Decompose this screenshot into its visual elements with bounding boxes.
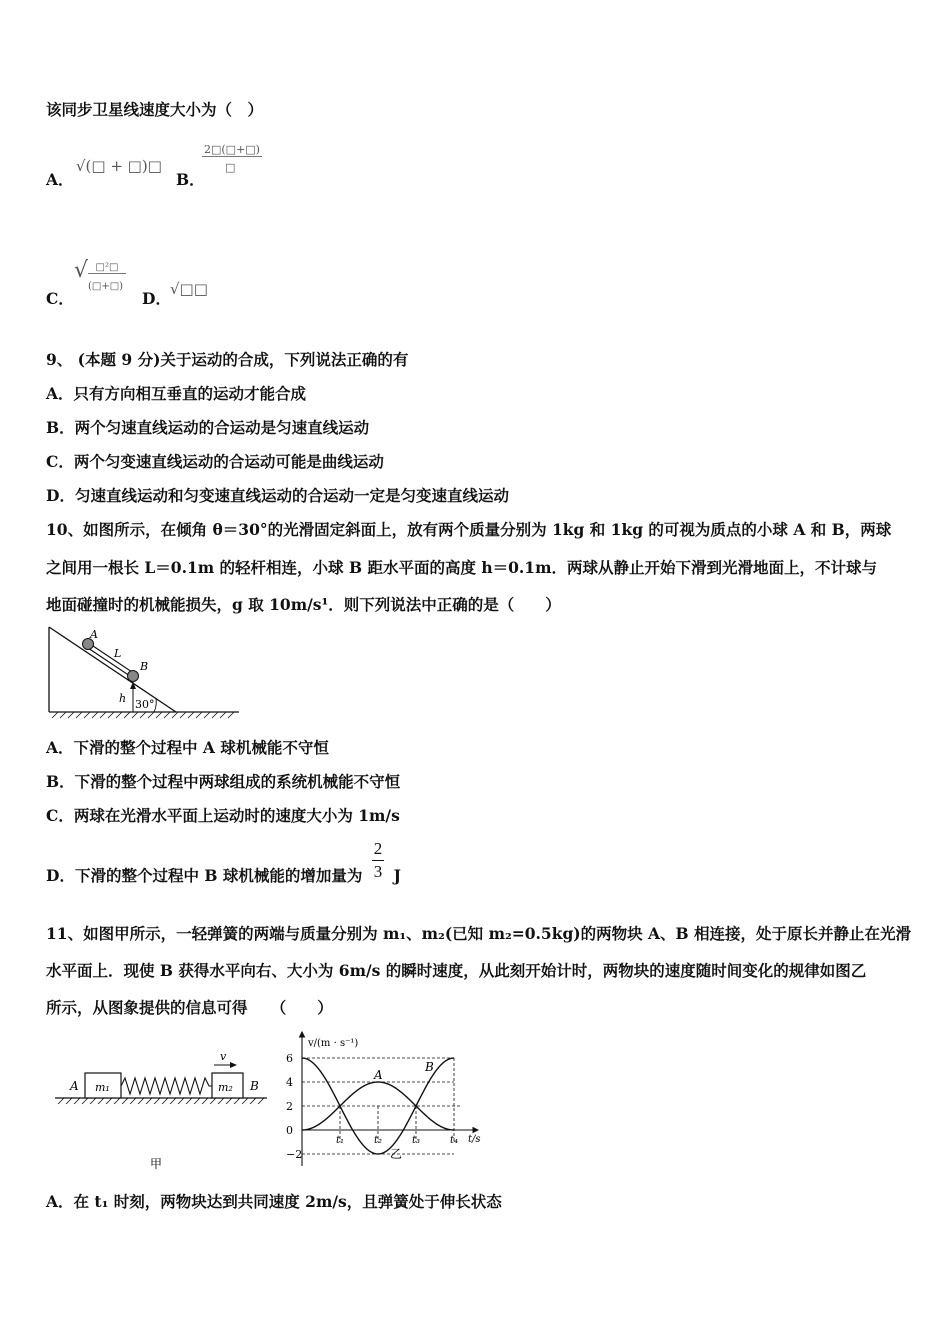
q9-option-c: C．两个匀变速直线运动的合运动可能是曲线运动 xyxy=(46,452,384,471)
q10-stem-line2: 之间用一根长 L＝0.1m 的轻杆相连，小球 B 距水平面的高度 h＝0.1m．两球从静止开始下滑到光滑地面上，不计球与 xyxy=(46,558,877,577)
x-tick-label: t₁ xyxy=(336,1135,345,1146)
x-tick-label: t₄ xyxy=(450,1135,459,1146)
spring-coil xyxy=(121,1078,212,1094)
label-v: v xyxy=(220,1050,227,1063)
x-tick-label: t₃ xyxy=(412,1135,421,1146)
incline-figure xyxy=(44,624,244,724)
q10-option-c: C．两球在光滑水平面上运动时的速度大小为 1m/s xyxy=(46,806,400,825)
q9-option-b: B．两个匀速直线运动的合运动是匀速直线运动 xyxy=(46,418,370,437)
q10-option-d xyxy=(46,838,401,886)
q10-stem-line3: 地面碰撞时的机械能损失，g 取 10m/s¹．则下列说法中正确的是（ ） xyxy=(46,595,561,614)
label-l: L xyxy=(114,647,122,660)
ball-b xyxy=(128,671,139,682)
q10-option-b: B．下滑的整个过程中两球组成的系统机械能不守恒 xyxy=(46,772,401,791)
y-axis-label: v/(m · s⁻¹) xyxy=(308,1038,359,1049)
x-tick-label: t₂ xyxy=(374,1135,383,1146)
q8-option-b-numerator: 2□(□+□) xyxy=(204,143,260,156)
incline-surface xyxy=(49,627,176,712)
q10-option-a: A．下滑的整个过程中 A 球机械能不守恒 xyxy=(46,738,329,757)
q8-option-c-label: C． xyxy=(46,289,74,308)
label-block-a: A xyxy=(70,1079,79,1093)
label-angle: 30° xyxy=(135,698,155,711)
label-b: B xyxy=(140,660,149,673)
q8-option-d-label: D． xyxy=(142,289,171,308)
y-tick-label: 2 xyxy=(286,1100,293,1113)
label-m2: m₂ xyxy=(218,1081,233,1094)
q8-option-a-label: A． xyxy=(46,170,74,189)
label-m1: m₁ xyxy=(95,1081,110,1094)
spring-ground-hatching xyxy=(58,1098,264,1104)
q11-stem-line2: 水平面上．现使 B 获得水平向右、大小为 6m/s 的瞬时速度，从此刻开始计时，两物块的速度随时间变化的规律如图乙 xyxy=(46,961,867,980)
q11-stem-line1: 11、如图甲所示，一轻弹簧的两端与质量分别为 m₁、m₂(已知 m₂=0.5kg)的两物块 A、B 相连接，处于原长并静止在光滑 xyxy=(46,924,912,943)
label-block-b: B xyxy=(250,1079,259,1093)
y-tick-label: 0 xyxy=(286,1124,293,1137)
curve-label-b: B xyxy=(425,1060,434,1074)
q8-option-b-label: B． xyxy=(176,170,205,189)
label-a: A xyxy=(90,628,98,641)
label-h: h xyxy=(119,692,127,705)
fraction-numerator: 2 xyxy=(372,838,385,861)
height-arrow xyxy=(130,682,136,689)
q10-option-d-unit: J xyxy=(393,866,401,885)
curve-label-a: A xyxy=(374,1068,383,1082)
q8-option-d-formula: √□□ xyxy=(170,280,208,298)
q9-stem: 9、 (本题 9 分)关于运动的合成，下列说法正确的有 xyxy=(46,350,409,369)
caption-yi: 乙 xyxy=(390,1147,403,1161)
ground-hatching xyxy=(52,712,234,718)
q10-option-d-text: D．下滑的整个过程中 B 球机械能的增加量为 xyxy=(46,866,363,885)
q9-option-a: A．只有方向相互垂直的运动才能合成 xyxy=(46,384,307,403)
velocity-arrow-head xyxy=(230,1062,237,1068)
q10-stem-line1: 10、如图所示，在倾角 θ＝30°的光滑固定斜面上，放有两个质量分别为 1kg 和 1kg 的可视为质点的小球 A 和 B，两球 xyxy=(46,520,892,539)
q11-option-a: A．在 t₁ 时刻，两物块达到共同速度 2m/s，且弹簧处于伸长状态 xyxy=(46,1192,502,1211)
rod-line2 xyxy=(88,648,130,676)
q8-option-a-formula: √(□ + □)□ xyxy=(76,157,162,175)
caption-jia: 甲 xyxy=(150,1157,163,1171)
q10-option-d-fraction xyxy=(372,838,385,883)
x-axis-label: t/s xyxy=(468,1134,481,1145)
velocity-time-chart xyxy=(278,1026,488,1176)
q9-option-d: D．匀速直线运动和匀变速直线运动的合运动一定是匀变速直线运动 xyxy=(46,486,509,505)
spring-figure xyxy=(52,1040,272,1180)
fraction-denominator: 3 xyxy=(373,861,383,881)
q8-option-b-denominator: □ xyxy=(225,161,236,174)
y-tick-label: −2 xyxy=(286,1148,303,1161)
q8-option-c-numerator: □²□ xyxy=(88,262,126,274)
q11-stem-line3: 所示，从图象提供的信息可得 （ ） xyxy=(46,998,333,1017)
q8-option-c-radical: √ xyxy=(74,258,89,283)
y-tick-label: 4 xyxy=(286,1076,293,1089)
q8-option-c-denominator: (□+□) xyxy=(88,281,124,292)
y-tick-label: 6 xyxy=(286,1052,293,1065)
q8-stem: 该同步卫星线速度大小为（ ） xyxy=(46,100,264,119)
